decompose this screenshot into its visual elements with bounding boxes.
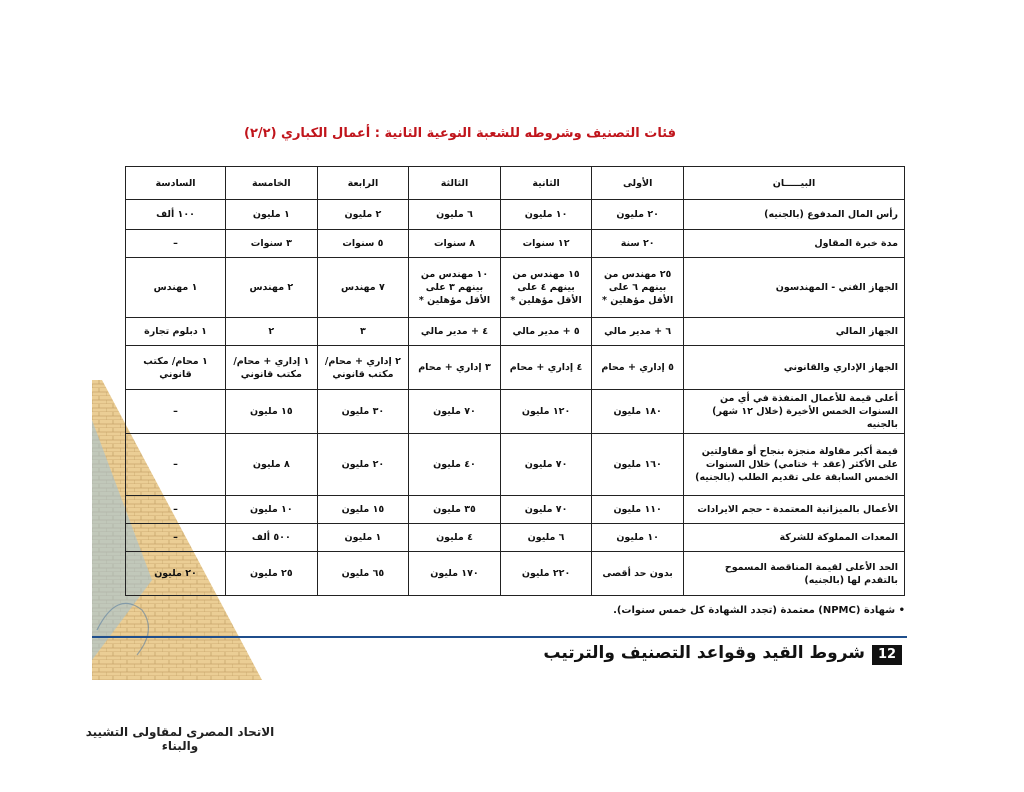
table-cell: –: [126, 390, 226, 434]
row-label: قيمة أكبر مقاولة منجزة بنجاح أو مقاولتين على الأكثر (عقد + ختامي) خلال السنوات الخمس السابقة على تقديم الطلب (بالجنيه): [683, 434, 904, 496]
table-cell: ١ مليون: [317, 524, 409, 552]
table-row: [126, 346, 905, 390]
table-cell: ٢٥ مليون: [226, 552, 318, 596]
footer-divider: [92, 636, 907, 638]
table-cell: ٥ + مدير مالي: [500, 318, 592, 346]
table-cell: ٢ إداري + محام/ مكتب قانوني: [317, 346, 409, 390]
row-label: المعدات المملوكة للشركة: [683, 524, 904, 552]
table-cell: ٧٠ مليون: [500, 496, 592, 524]
table-cell: ٦٥ مليون: [317, 552, 409, 596]
table-cell: ١ مليون: [226, 200, 318, 230]
table-cell: ٣ إداري + محام: [409, 346, 501, 390]
table-row: [126, 524, 905, 552]
row-label: مدة خبرة المقاول: [683, 230, 904, 258]
table-cell: ١ محام/ مكتب قانوني: [126, 346, 226, 390]
table-cell: ٣٥ مليون: [409, 496, 501, 524]
table-row: [126, 318, 905, 346]
row-label: الجهاز الفني - المهندسون: [683, 258, 904, 318]
column-header-second: الثانية: [500, 167, 592, 200]
organization-name: الاتحاد المصرى لمقاولى التشييد والبناء: [85, 725, 275, 753]
table-header-row: [126, 167, 905, 200]
table-cell: ٢: [226, 318, 318, 346]
table-cell: ٦ مليون: [500, 524, 592, 552]
table-cell: ١٢٠ مليون: [500, 390, 592, 434]
table-cell: ٥٠٠ ألف: [226, 524, 318, 552]
table-cell: ٢٠ سنة: [592, 230, 684, 258]
table-cell: ١٠ مهندس من بينهم ٣ على الأقل مؤهلين *: [409, 258, 501, 318]
table-row: [126, 230, 905, 258]
table-cell: ٨ سنوات: [409, 230, 501, 258]
page-number: 12: [872, 645, 902, 665]
table-cell: ٢ مليون: [317, 200, 409, 230]
table-cell: ٧٠ مليون: [500, 434, 592, 496]
table-cell: ١٠ مليون: [500, 200, 592, 230]
table-cell: ٢٠ مليون: [126, 552, 226, 596]
row-label: الحد الأعلى لقيمة المناقصة المسموح بالتقدم لها (بالجنيه): [683, 552, 904, 596]
table-cell: ١٥ مليون: [317, 496, 409, 524]
classification-table: [125, 166, 905, 596]
table-cell: ٧٠ مليون: [409, 390, 501, 434]
table-row: [126, 258, 905, 318]
table-cell: ٥ سنوات: [317, 230, 409, 258]
table-row: [126, 496, 905, 524]
table-cell: ٤ إداري + محام: [500, 346, 592, 390]
table-cell: ٣٠ مليون: [317, 390, 409, 434]
column-header-fifth: الخامسة: [226, 167, 318, 200]
table-cell: ٤ + مدير مالي: [409, 318, 501, 346]
table-cell: –: [126, 230, 226, 258]
table-cell: ١٠ مليون: [592, 524, 684, 552]
table-cell: ١٦٠ مليون: [592, 434, 684, 496]
table-row: [126, 434, 905, 496]
table-row: [126, 552, 905, 596]
column-header-first: الأولى: [592, 167, 684, 200]
table-cell: بدون حد أقصى: [592, 552, 684, 596]
footer-title: شروط القيد وقواعد التصنيف والترتيب: [543, 643, 865, 663]
column-header-statement: البيـــــان: [683, 167, 904, 200]
column-header-fourth: الرابعة: [317, 167, 409, 200]
row-label: الأعمال بالميزانية المعتمدة - حجم الايرادات: [683, 496, 904, 524]
table-cell: ١٠ مليون: [226, 496, 318, 524]
table-cell: ١١٠ مليون: [592, 496, 684, 524]
table-cell: ٣ سنوات: [226, 230, 318, 258]
row-label: الجهاز الإداري والقانوني: [683, 346, 904, 390]
column-header-third: الثالثة: [409, 167, 501, 200]
table-cell: ٤ مليون: [409, 524, 501, 552]
certificate-note-text: شهادة (NPMC) معتمدة (تجدد الشهادة كل خمس سنوات).: [613, 605, 896, 616]
table-cell: ١ دبلوم تجارة: [126, 318, 226, 346]
table-cell: ٨ مليون: [226, 434, 318, 496]
table-cell: ٧ مهندس: [317, 258, 409, 318]
table-cell: ٢٥ مهندس من بينهم ٦ على الأقل مؤهلين *: [592, 258, 684, 318]
table-cell: –: [126, 434, 226, 496]
table-cell: ٢ مهندس: [226, 258, 318, 318]
table-cell: ١ مهندس: [126, 258, 226, 318]
table-cell: –: [126, 496, 226, 524]
row-label: رأس المال المدفوع (بالجنيه): [683, 200, 904, 230]
row-label: أعلى قيمة للأعمال المنفذة في أي من السنوات الخمس الأخيرة (خلال ١٢ شهر) بالجنيه: [683, 390, 904, 434]
table-cell: ٢٠ مليون: [317, 434, 409, 496]
page-title: فئات التصنيف وشروطه للشعبة النوعية الثانية : أعمال الكباري (٢/٢): [243, 126, 677, 141]
table-cell: ٢٢٠ مليون: [500, 552, 592, 596]
table-cell: ١٧٠ مليون: [409, 552, 501, 596]
table-cell: ٥ إداري + محام: [592, 346, 684, 390]
certificate-note: • شهادة (NPMC) معتمدة (تجدد الشهادة كل خمس سنوات).: [613, 605, 905, 616]
table-cell: ٦ + مدير مالي: [592, 318, 684, 346]
table-cell: ١٨٠ مليون: [592, 390, 684, 434]
table-cell: ٦ مليون: [409, 200, 501, 230]
table-cell: ١٥ مهندس من بينهم ٤ على الأقل مؤهلين *: [500, 258, 592, 318]
table-cell: ٤٠ مليون: [409, 434, 501, 496]
table-cell: –: [126, 524, 226, 552]
table-cell: ١٥ مليون: [226, 390, 318, 434]
table-cell: ١٠٠ ألف: [126, 200, 226, 230]
table-row: [126, 390, 905, 434]
table-cell: ٣: [317, 318, 409, 346]
table-cell: ١ إداري + محام/ مكتب قانوني: [226, 346, 318, 390]
table-cell: ٢٠ مليون: [592, 200, 684, 230]
row-label: الجهاز المالي: [683, 318, 904, 346]
column-header-sixth: السادسة: [126, 167, 226, 200]
table-cell: ١٢ سنوات: [500, 230, 592, 258]
table-row: [126, 200, 905, 230]
